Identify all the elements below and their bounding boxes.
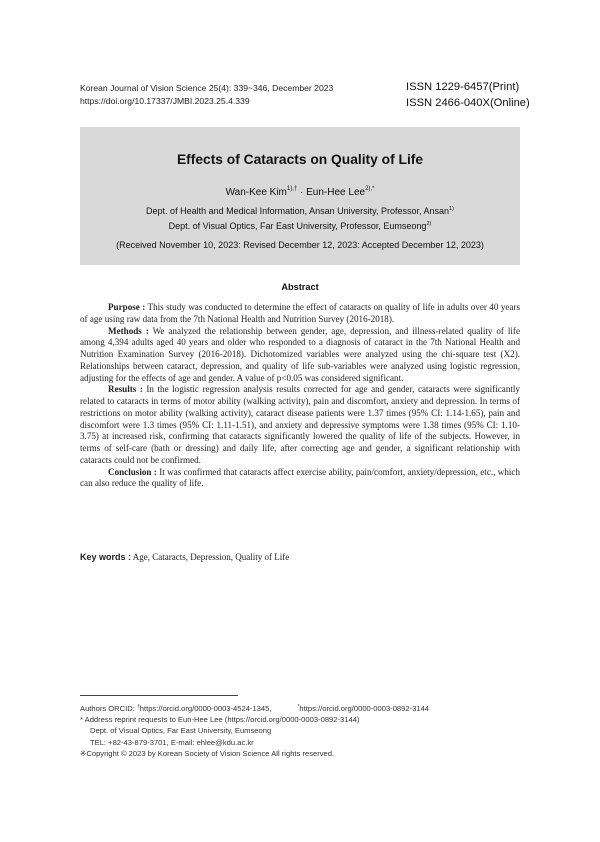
abstract-paragraph [80,326,520,385]
abstract-paragraph [80,467,520,491]
section-label: Purpose : [108,302,146,312]
journal-header [80,82,333,107]
orcid-line [80,702,429,714]
copyright-notice: ※Copyright © 2023 by Korean Society of Vision Science All rights reserved. [80,748,335,758]
author-name: Eun-Hee Lee [306,187,366,198]
orcid-mark: † [136,704,140,710]
journal-citation: Korean Journal of Vision Science 25(4): 339~346, December 2023 [80,83,334,93]
footnote-divider [80,695,238,696]
reprint-department: Dept. of Visual Optics, Far East University, Eumseong [90,726,272,736]
abstract-paragraph [80,302,520,326]
orcid-mark: * [297,704,300,710]
author-name: Wan-Kee Kim [225,187,287,198]
footnotes [80,702,429,759]
keywords-text: Age, Cataracts, Depression, Quality of Life [131,552,290,562]
issn-print: ISSN 1229-6457(Print) [406,81,520,93]
issn-block [406,80,530,111]
section-label: Methods : [108,325,149,336]
affiliation [0,206,600,216]
abstract-body [80,302,520,490]
section-text: We analyzed the relationship between gender, age, depression, and illness-related quality of life among 4,394 adults aged 40 years and older who responded to a diagnosis of cataract in the 7th National Health and Nutrition Examination Survey (2016-2018). Dichotomized variables were analyzed using the chi-square test (X2). Relationships between cataract, depression, and quality of life sub-variables were analyzed using logistic regression, adjusting for the effects of age and gender. A value of p<0.05 was considered significant. [80,325,520,383]
abstract-heading: Abstract [281,282,319,292]
affiliation-superscript: 1) [449,206,454,212]
author-separator: · [297,187,307,198]
orcid-link[interactable]: https://orcid.org/0000-0003-4524-1345, [139,704,272,713]
issn-online: ISSN 2466-040X(Online) [406,96,530,109]
affiliation-superscript: 2) [426,221,432,227]
reprint-contact: TEL: +82-43-879-3701, E-mail: ehlee@kdu.ac.kr [90,737,254,747]
section-text: It was confirmed that cataracts affect exercise ability, pain/comfort, anxiety/depression, etc., which can also reduce the quality of life. [80,466,521,489]
keywords-label: Key words : [80,552,132,562]
section-text: This study was conducted to determine the effect of cataracts on quality of life in adults over 40 years of age using raw data from the 7th National Health and Nutrition Survey (2016-2018). [80,302,521,324]
section-text: In the logistic regression analysis results corrected for age and gender, cataracts were significantly related to cataracts in terms of motor ability (walking activity), pain and discomfort, anxiety and depression. In terms of restrictions on motor ability (walking activity), cataract disease patients were 1.37 times (95% CI: 1.14-1.65), pain and discomfort were 1.3 times (95% CI: 1.11-1.51), and anxiety and depressive symptoms were 1.38 times (95% CI: 1.10-3.75) at increased risk, confirming that cataracts significantly lowered the quality of life of the subjects. However, in terms of self-care (bath or dressing) and daily life, after correcting age and gender, a significant relationship with cataracts could not be confirmed. [80,384,520,465]
orcid-label: Authors ORCID: [80,704,137,713]
reprint-request: * Address reprint requests to Eun-Hee Lee (https://orcid.org/0000-0003-0892-3144) [80,715,360,725]
affiliation-text: Dept. of Health and Medical Information, Ansan University, Professor, Ansan [146,206,450,216]
abstract-paragraph [80,384,520,466]
author-line [0,186,600,198]
author-superscript: 2),* [365,186,375,192]
affiliation-text: Dept. of Visual Optics, Far East University, Professor, Eumseong [168,221,427,231]
section-label: Conclusion : [108,466,157,477]
orcid-link[interactable]: https://orcid.org/0000-0003-0892-3144 [299,704,430,713]
affiliation [0,221,600,231]
doi-link[interactable]: https://doi.org/10.17337/JMBI.2023.25.4.339 [80,95,250,106]
keywords [80,552,289,562]
received-dates: (Received November 10, 2023: Revised December 12, 2023: Accepted December 12, 2023) [116,240,484,250]
paper-title: Effects of Cataracts on Quality of Life [176,152,424,167]
section-label: Results : [108,384,143,395]
author-superscript: 1),† [286,186,298,192]
